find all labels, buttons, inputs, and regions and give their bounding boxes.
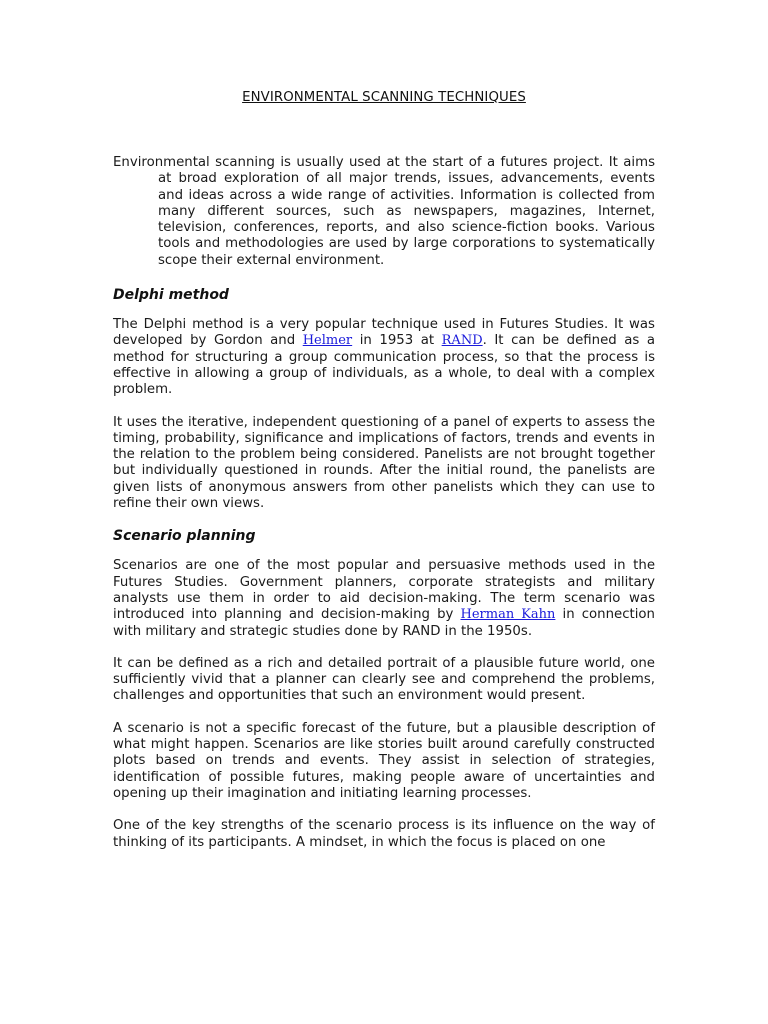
scenario-p1-text-b: in connection with military and strategic studies done by RAND in the 1950s.: [113, 607, 655, 639]
helmer-link[interactable]: Helmer: [302, 333, 353, 349]
scenario-heading: Scenario planning: [113, 528, 256, 545]
scenario-paragraph-4: One of the key strengths of the scenario process is its influence on the way of thinking of its participants. A mindset, in which the focus is placed on one: [113, 818, 655, 850]
delphi-heading: Delphi method: [113, 287, 229, 304]
document-title: ENVIRONMENTAL SCANNING TECHNIQUES: [242, 90, 526, 105]
rand-link[interactable]: RAND: [441, 333, 483, 349]
scenario-paragraph-2: It can be defined as a rich and detailed portrait of a plausible future world, one sufficiently vivid that a planner can clearly see and comprehend the problems, challenges and opportunities that such an environment would present.: [113, 655, 655, 704]
herman-kahn-link[interactable]: Herman Kahn: [460, 607, 556, 623]
scenario-paragraph-1: [113, 558, 655, 639]
delphi-paragraph-2: It uses the iterative, independent questioning of a panel of experts to assess the timing, probability, significance and implications of factors, trends and events in the relation to the problem being considered. Panelists are not brought together but individually questioned in rounds. After the initial round, the panelists are given lists of anonymous answers from other panelists which they can use to refine their own views.: [113, 414, 655, 512]
intro-paragraph: Environmental scanning is usually used at the start of a futures project. It aims at broad exploration of all major trends, issues, advancements, events and ideas across a wide range of activities. Information is collected from many different sources, such as newspapers, magazines, Internet, television, conferences, reports, and also science-fiction books. Various tools and methodologies are used by large corporations to systematically scope their external environment.: [113, 155, 655, 268]
document-body: [113, 90, 655, 867]
delphi-paragraph-1: [113, 317, 655, 398]
scenario-p1-text-a: Scenarios are one of the most popular and persuasive methods used in the Futures Studies. Government planners, corporate strategists and military analysts use them in order to aid decision-making. The term scenario was introduced into planning and decision-making by: [113, 558, 655, 623]
delphi-p1-text-a: The Delphi method is a very popular technique used in Futures Studies. It was developed by Gordon and: [113, 317, 655, 349]
delphi-p1-text-b: in 1953 at: [352, 333, 442, 349]
scenario-paragraph-3: A scenario is not a specific forecast of the future, but a plausible description of what might happen. Scenarios are like stories built around carefully constructed plots based on trends and events. They assist in selection of strategies, identification of possible futures, making people aware of uncertainties and opening up their imagination and initiating learning processes.: [113, 720, 655, 801]
delphi-p1-text-c: . It can be defined as a method for structuring a group communication process, so that the process is effective in allowing a group of individuals, as a whole, to deal with a complex problem.: [113, 333, 655, 398]
